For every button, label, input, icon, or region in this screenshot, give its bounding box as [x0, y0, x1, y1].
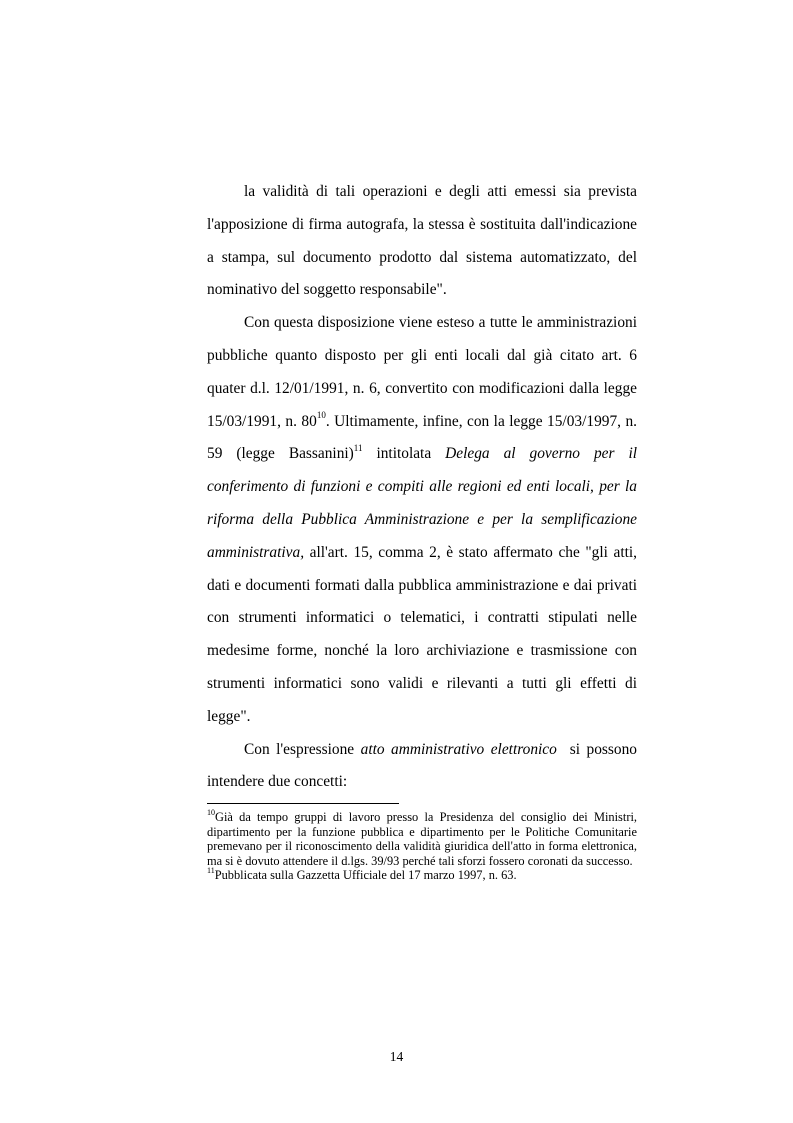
- paragraph-2: [207, 307, 637, 733]
- paragraph-2-text-b: . Ultimamente, infine, con la legge 15/03/1997, n. 59 (legge Bassanini): [207, 412, 638, 463]
- law-title-italic: Delega al governo per il conferimento di funzioni e compiti alle regioni ed enti locali, per la riforma della Pubblica Amministrazione e per la semplificazione amministrativa,: [207, 445, 638, 561]
- paragraph-3-text-a: Con l'espressione: [244, 740, 361, 758]
- footnote-number-11: 11: [207, 866, 215, 876]
- paragraph-3: [207, 734, 641, 800]
- footnote-11-text: Pubblicata sulla Gazzetta Ufficiale del 17 marzo 1997, n. 63.: [214, 868, 517, 883]
- paragraph-2-text-d: all'art. 15, comma 2, è stato affermato che "gli atti, dati e documenti formati dalla pubblica amministrazione e dai privati con strumenti informatici o telematici, i contratti stipulati nelle medesime forme, nonché la loro archiviazione e trasmissione con strumenti informatici sono validi e rilevanti a tutti gli effetti di legge".: [207, 543, 637, 725]
- footnote-11: [207, 868, 637, 883]
- paragraph-1: [207, 176, 637, 307]
- footnote-number-10: 10: [207, 807, 215, 817]
- paragraph-2-text-c: intitolata: [362, 445, 446, 463]
- term-italic: atto amministrativo elettronico: [360, 740, 557, 758]
- footnote-ref-11[interactable]: 11: [353, 443, 363, 454]
- footnotes: [207, 807, 637, 883]
- footnote-ref-10[interactable]: 10: [316, 410, 326, 421]
- paragraph-2-text-a: Con questa disposizione viene esteso a tutte le amministrazioni pubbliche quanto disposto per gli enti locali dal già citato art. 6 quater d.l. 12/01/1991, n. 6, convertito con modificazioni dalla legge 15/03/1991, n. 80: [207, 314, 637, 430]
- footnote-divider: [207, 803, 399, 804]
- page-number: 14: [389, 1049, 404, 1064]
- body-text: [207, 176, 641, 799]
- footnote-10: [207, 807, 637, 868]
- footnote-10-text: Già da tempo gruppi di lavoro presso la Presidenza del consiglio dei Ministri, dipartimento per la funzione pubblica e dipartimento per le Politiche Comunitarie premevano per il riconoscimento della validità giuridica dell'atto in forma elettronica, ma si è dovuto attendere il d.lgs. 39/93 perché tali sforzi fossero coronati da successo.: [207, 810, 637, 868]
- paragraph-3-text-b: si possono intendere due concetti:: [207, 740, 641, 791]
- paragraph-1-text: la validità di tali operazioni e degli atti emessi sia prevista l'apposizione di firma autografa, la stessa è sostituita dall'indicazione a stampa, sul documento prodotto dal sistema automatizzato, del nominativo del soggetto responsabile".: [207, 183, 637, 299]
